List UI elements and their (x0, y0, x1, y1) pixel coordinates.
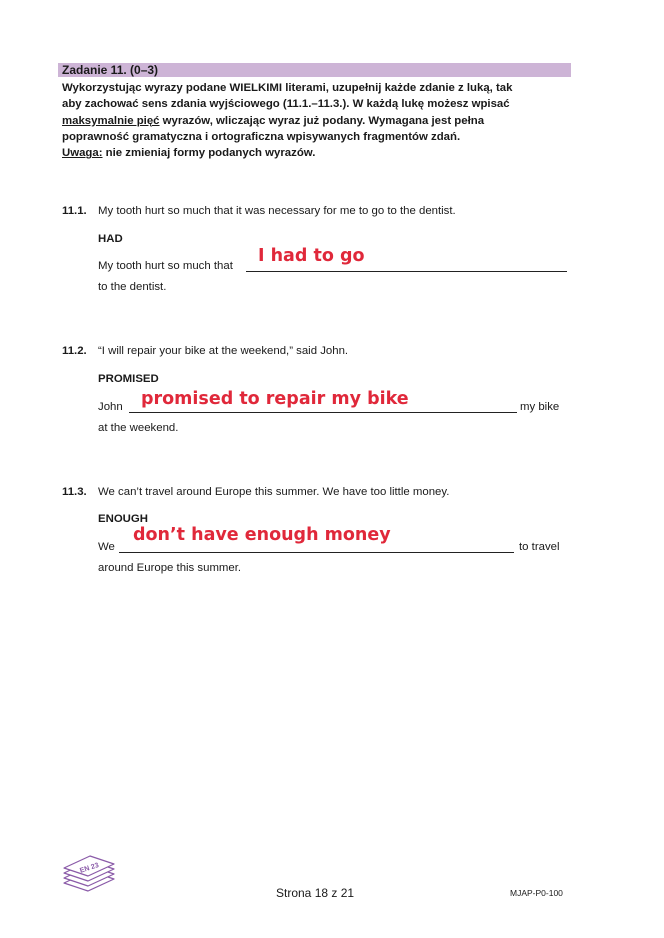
item-number: 11.2. (62, 345, 87, 357)
source-sentence: My tooth hurt so much that it was necessary for me to go to the dentist. (98, 205, 456, 217)
answer-blank[interactable] (129, 412, 517, 413)
keyword: HAD (98, 233, 123, 245)
task-title: Zadanie 11. (0–3) (62, 63, 159, 77)
answer-blank[interactable] (246, 271, 567, 272)
gap-sentence-start: We (98, 541, 115, 553)
gap-sentence-continuation: around Europe this summer. (98, 562, 242, 574)
handwritten-answer: promised to repair my bike (141, 389, 409, 409)
keyword: PROMISED (98, 373, 159, 385)
instruction-line-3-rest: wyrazów, wliczając wyraz już podany. Wymagana jest pełna (159, 114, 485, 127)
handwritten-answer: don’t have enough money (133, 525, 391, 545)
task-instructions (62, 80, 574, 161)
page-number: Strona 18 z 21 (276, 886, 355, 900)
exam-logo-icon (60, 855, 118, 895)
gap-sentence-end: to travel (519, 541, 560, 553)
gap-sentence-start: My tooth hurt so much that (98, 260, 233, 272)
source-sentence: We can’t travel around Europe this summer. We have too little money. (98, 486, 450, 498)
instruction-line-1: Wykorzystując wyrazy podane WIELKIMI literami, uzupełnij każde zdanie z luką, tak (62, 82, 513, 94)
answer-blank[interactable] (119, 552, 514, 553)
exam-code: MJAP-P0-100 (510, 888, 563, 898)
gap-sentence-start: John (98, 401, 123, 413)
note-text: nie zmieniaj formy podanych wyrazów. (102, 147, 316, 160)
instruction-line-3 (62, 113, 574, 129)
item-number: 11.3. (62, 486, 87, 498)
source-sentence: “I will repair your bike at the weekend,” said John. (98, 345, 349, 357)
gap-sentence-continuation: to the dentist. (98, 281, 167, 293)
logo-text: EN 23 (79, 862, 100, 875)
gap-sentence-end: my bike (520, 401, 560, 413)
instruction-line-2: aby zachować sens zdania wyjściowego (11.1.–11.3.). W każdą lukę możesz wpisać (62, 98, 510, 111)
note-label: Uwaga: (62, 147, 103, 160)
item-number: 11.1. (62, 205, 87, 217)
keyword: ENOUGH (98, 513, 148, 525)
handwritten-answer: I had to go (258, 246, 365, 266)
gap-sentence-continuation: at the weekend. (98, 422, 179, 434)
max-words-emphasis: maksymalnie pięć (62, 114, 160, 127)
instruction-note (62, 145, 574, 161)
instruction-line-4: poprawność gramatyczna i ortograficzna wpisywanych fragmentów zdań. (62, 130, 461, 143)
